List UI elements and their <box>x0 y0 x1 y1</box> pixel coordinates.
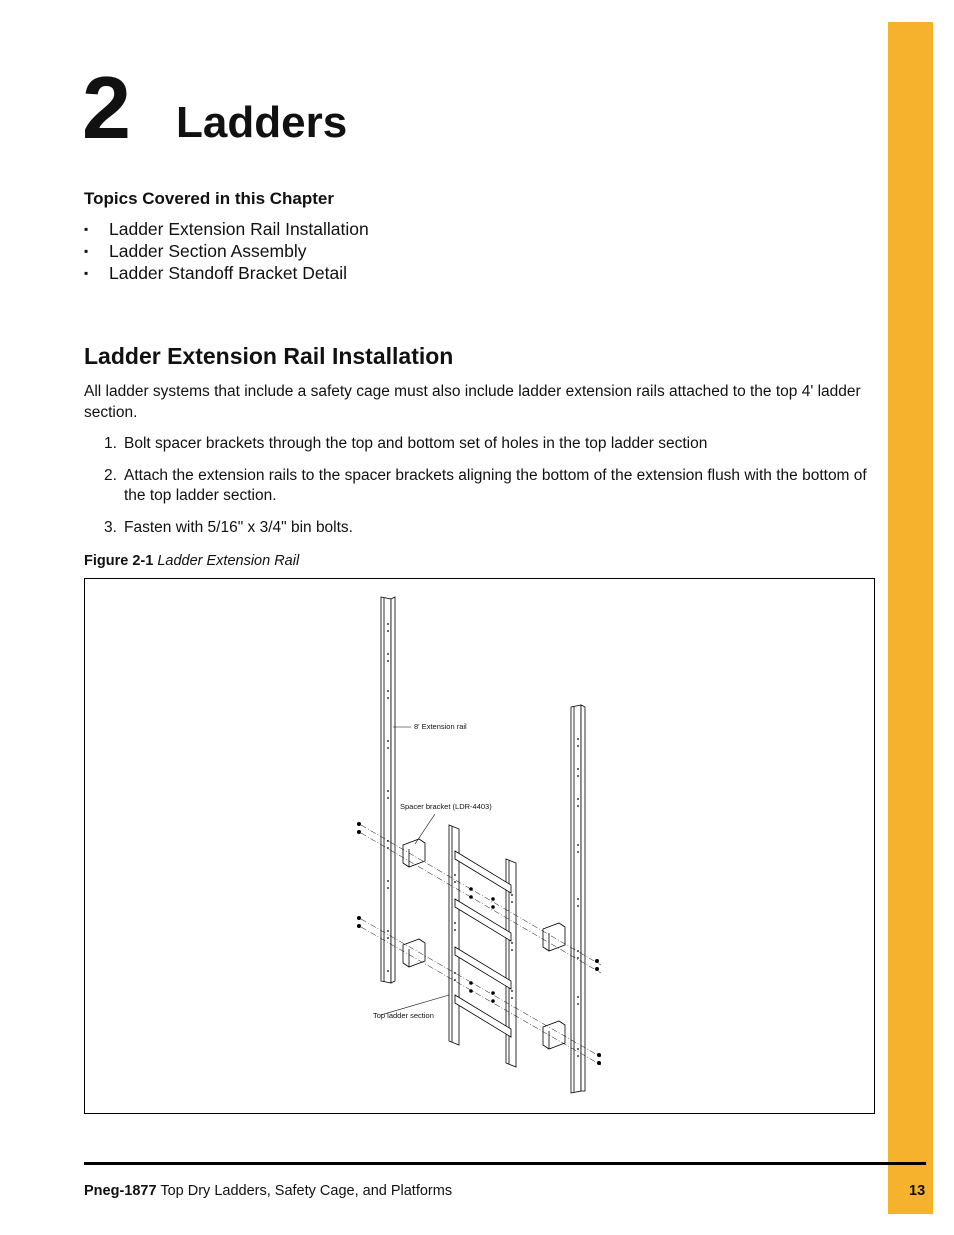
footer-document <box>84 1183 452 1199</box>
topic-label: Ladder Extension Rail Installation <box>109 219 369 239</box>
top-ladder-section <box>449 825 516 1067</box>
step-text: Bolt spacer brackets through the top and bottom set of holes in the top ladder section <box>124 435 708 452</box>
section-heading: Ladder Extension Rail Installation <box>84 343 454 369</box>
step-item <box>84 434 874 454</box>
step-number: 2. <box>104 467 117 484</box>
topic-label: Ladder Standoff Bracket Detail <box>109 263 348 283</box>
step-item <box>84 518 874 538</box>
step-text: Attach the extension rails to the spacer brackets aligning the bottom of the extension flush with the bottom of the top ladder section. <box>124 467 867 504</box>
bullet-icon: ▪ <box>84 222 89 236</box>
document-code: Pneg-1877 <box>84 1183 157 1199</box>
topic-item <box>84 240 369 262</box>
step-number: 1. <box>104 435 117 452</box>
chapter-title: Ladders <box>176 98 348 147</box>
page-number: 13 <box>909 1183 926 1199</box>
chapter-tab-bar <box>888 22 933 1214</box>
topics-list <box>84 218 369 284</box>
bullet-icon: ▪ <box>84 244 89 258</box>
callout-top-ladder: Top ladder section <box>373 1011 434 1020</box>
steps-list <box>84 434 874 550</box>
callout-extension-rail: 8' Extension rail <box>414 722 467 731</box>
figure-caption <box>84 553 299 569</box>
extension-rail-right <box>571 705 585 1093</box>
callout-spacer-bracket: Spacer bracket (LDR-4403) <box>400 802 492 811</box>
topic-item <box>84 218 369 240</box>
step-text: Fasten with 5/16" x 3/4" bin bolts. <box>124 519 353 536</box>
step-number: 3. <box>104 519 117 536</box>
bullet-icon: ▪ <box>84 266 89 280</box>
chapter-number: 2 <box>82 58 131 157</box>
topics-heading: Topics Covered in this Chapter <box>84 189 335 208</box>
intro-paragraph: All ladder systems that include a safety cage must also include ladder extension rails attached to the top 4' ladder section. <box>84 383 861 421</box>
figure-frame <box>84 578 875 1114</box>
extension-rail-left <box>381 597 395 983</box>
figure-label: Figure 2-1 <box>84 553 154 569</box>
figure-title: Ladder Extension Rail <box>157 553 300 569</box>
ladder-illustration <box>85 579 874 1113</box>
topic-label: Ladder Section Assembly <box>109 241 307 261</box>
document-title: Top Dry Ladders, Safety Cage, and Platforms <box>160 1183 453 1199</box>
topic-item <box>84 262 369 284</box>
step-item <box>84 466 874 506</box>
footer-rule <box>84 1162 926 1165</box>
